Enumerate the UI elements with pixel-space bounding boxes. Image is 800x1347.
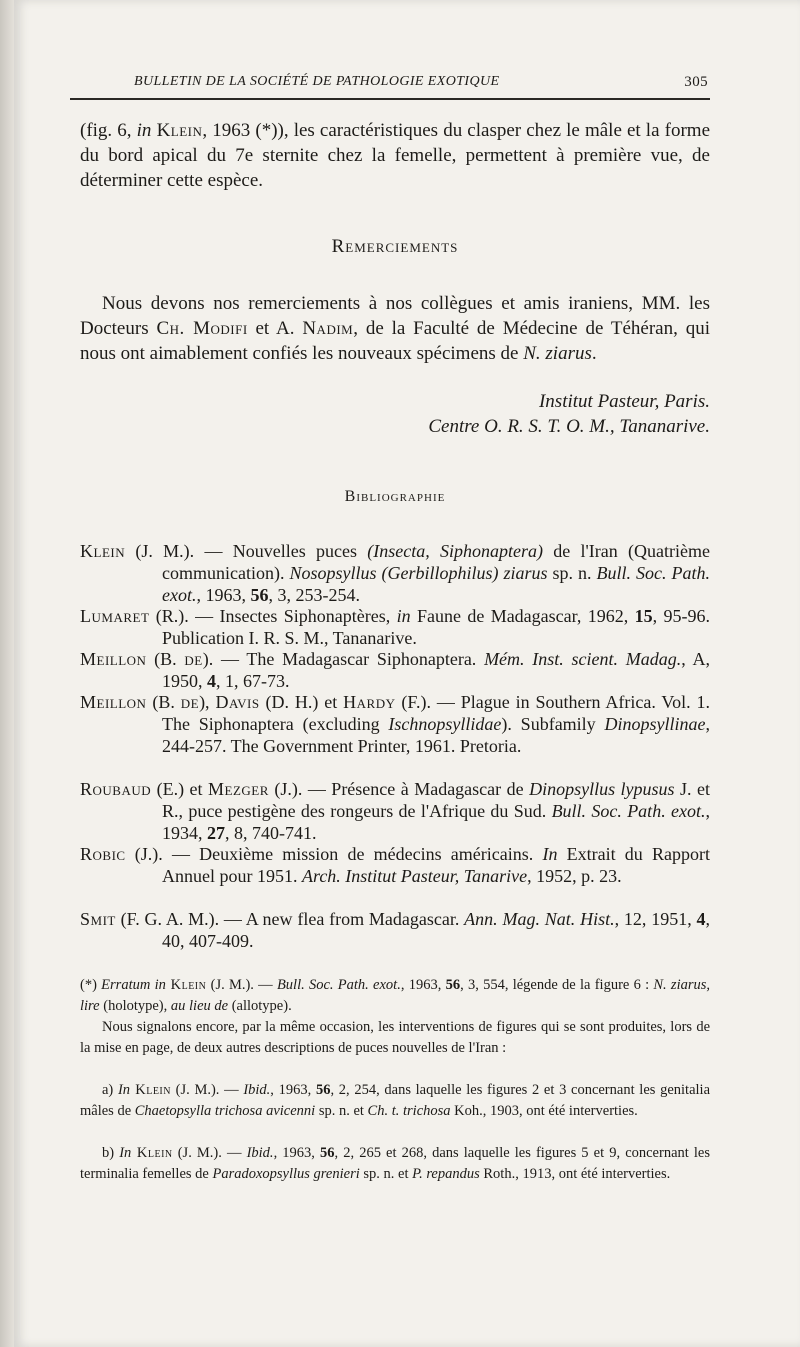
ref-author: Meillon xyxy=(80,692,147,712)
ref-text: , 95-96. Publication I. R. S. M., Tananarive. xyxy=(162,606,710,648)
affiliation-1: Institut Pasteur, Paris. xyxy=(538,391,710,412)
ref-text: , 1963, xyxy=(196,585,251,605)
ref-text: , 1934, xyxy=(162,801,710,843)
ref-text: , 1952, p. 23. xyxy=(527,866,622,886)
ref-author: Roubaud xyxy=(80,779,152,799)
foot-text: , 1963, xyxy=(400,977,446,993)
ref-text: , 40, 407-409. xyxy=(162,909,711,951)
foot-text: a) xyxy=(102,1082,118,1098)
ref-italic: In xyxy=(542,844,558,864)
foot-author: Klein xyxy=(165,977,207,993)
foot-text: (J. M.). — xyxy=(170,1082,244,1098)
footnote-item-a xyxy=(80,1080,710,1122)
ref-author: Davis xyxy=(215,692,260,712)
ref-author: Lumaret xyxy=(80,606,150,626)
running-head xyxy=(134,74,708,90)
ref-text: Extrait du Rapport Annuel pour 1951. xyxy=(162,844,710,886)
foot-text: (allotype). xyxy=(228,998,292,1014)
foot-text: , 1963, xyxy=(273,1145,321,1161)
ref-particle: de xyxy=(180,692,200,712)
reference-lumaret xyxy=(80,605,710,649)
foot-text: sp. n. et xyxy=(359,1166,413,1182)
foot-journal: Bull. Soc. Path. exot. xyxy=(276,977,401,993)
intro-text: (fig. 6, xyxy=(80,120,137,141)
ref-text: (F.). — Plague in Southern Africa. Vol. 1. The Siphonaptera (excluding xyxy=(162,692,711,734)
ref-text: (E.) et xyxy=(151,779,209,799)
rem-text-1: Nous devons nos remerciements à nos collègues et amis iraniens, MM. les Docteurs xyxy=(80,293,710,339)
foot-text: , 1963, xyxy=(270,1082,316,1098)
rem-name-1: Ch. Modifi xyxy=(156,318,248,339)
foot-italic: Erratum in xyxy=(101,977,166,993)
ref-text: , 1, 67-73. xyxy=(216,671,290,691)
ref-text: , 244-257. The Government Printer, 1961. Pretoria. xyxy=(162,714,710,756)
ref-text: (J.). — Deuxième mission de médecins américains. xyxy=(125,844,543,864)
ref-italic: in xyxy=(396,606,411,626)
rem-text-2: et A. xyxy=(247,318,303,339)
header-rule xyxy=(70,98,710,100)
ref-text: , 12, 1951, xyxy=(614,909,697,929)
ref-volume: 27 xyxy=(207,823,225,843)
ref-text: , A, 1950, xyxy=(162,649,710,691)
ref-volume: 4 xyxy=(207,671,216,691)
ref-volume: 56 xyxy=(250,585,269,605)
foot-volume: 56 xyxy=(320,1145,335,1161)
ref-author: Meillon xyxy=(80,649,147,669)
ref-particle: de xyxy=(184,649,203,669)
ref-text: (D. H.) et xyxy=(259,692,344,712)
ref-italic: (Insecta, Siphonaptera) xyxy=(367,541,543,561)
ref-text: (B. xyxy=(146,649,185,669)
foot-italic: N. ziarus, lire xyxy=(80,977,711,1014)
ref-text: (J. M.). — Nouvelles puces xyxy=(125,541,368,561)
foot-text: sp. n. et xyxy=(315,1103,368,1119)
foot-text: (holotype), xyxy=(99,998,171,1014)
ref-author: Smit xyxy=(80,909,116,929)
ref-italic: Dinopsyllinae xyxy=(604,714,706,734)
foot-author: Klein xyxy=(130,1082,171,1098)
ref-text: ). — The Madagascar Siphonaptera. xyxy=(202,649,485,669)
ref-author: Klein xyxy=(80,541,126,561)
foot-italic: Chaetopsylla trichosa avicenni xyxy=(134,1103,316,1119)
remerciements-heading: Remerciements xyxy=(331,236,459,257)
ref-journal: Ann. Mag. Nat. Hist. xyxy=(464,909,615,929)
footnote-signal: Nous signalons encore, par la même occasion, les interventions de figures qui se sont produites, lors de la mise en page, de deux autres descriptions de puces nouvelles de l'Iran : xyxy=(80,1019,710,1056)
affiliation-2: Centre O. R. S. T. O. M., Tananarive. xyxy=(428,416,710,437)
reference-meillon-2 xyxy=(80,691,710,757)
foot-italic: Paradoxopsyllus grenieri xyxy=(212,1166,360,1182)
foot-volume: 56 xyxy=(315,1082,331,1098)
foot-text: (*) xyxy=(80,977,102,993)
ref-text: sp. n. xyxy=(547,563,597,583)
ref-journal: Mém. Inst. scient. Madag. xyxy=(484,649,682,669)
remerciements-paragraph xyxy=(80,291,710,366)
ref-italic: Dinopsyllus lypusus xyxy=(529,779,675,799)
intro-paragraph xyxy=(80,118,710,193)
foot-volume: 56 xyxy=(445,977,461,993)
ref-author: Hardy xyxy=(343,692,396,712)
foot-text: Roth., 1913, ont été interverties. xyxy=(479,1166,671,1182)
ref-italic: Nosopsyllus (Gerbillophilus) ziarus xyxy=(289,563,548,583)
foot-italic: Ch. t. trichosa xyxy=(367,1103,451,1119)
foot-italic: Ibid. xyxy=(243,1082,271,1098)
ref-text: (B. xyxy=(146,692,181,712)
ref-text: , 8, 740-741. xyxy=(225,823,317,843)
ref-journal: Arch. Institut Pasteur, Tanarive xyxy=(301,866,528,886)
ref-author: Robic xyxy=(80,844,126,864)
ref-text: J. et R., puce pestigène des rongeurs de l'Afrique du Sud. xyxy=(162,779,710,821)
rem-text-4: . xyxy=(591,343,597,364)
binding-shadow xyxy=(0,0,14,1347)
foot-italic: au lieu de xyxy=(170,998,229,1014)
ref-text: ), xyxy=(199,692,216,712)
reference-meillon-1 xyxy=(80,648,710,692)
foot-text: , 3, 554, légende de la figure 6 : xyxy=(460,977,654,993)
rem-text-3: , de la Faculté de Médecine de Téhéran, qui nous ont aimablement confiés les nouveaux spécimens de xyxy=(80,318,710,364)
intro-in: in xyxy=(136,120,152,141)
ref-italic: Ischnopsyllidae xyxy=(388,714,502,734)
journal-title: BULLETIN DE LA SOCIÉTÉ DE PATHOLOGIE EXOTIQUE xyxy=(134,74,500,89)
foot-text: (J. M.). — xyxy=(172,1145,247,1161)
foot-text: , 2, 254, dans laquelle les figures 2 et 3 concernant les genitalia mâles de xyxy=(80,1082,711,1119)
rem-name-2: Nadim xyxy=(302,318,354,339)
foot-italic: In xyxy=(119,1145,132,1161)
ref-text: Faune de Madagascar, 1962, xyxy=(410,606,635,626)
reference-smit xyxy=(80,908,710,952)
rem-species: N. ziarus xyxy=(523,343,592,364)
ref-volume: 4 xyxy=(696,909,706,929)
foot-text: Koh., 1903, ont été interverties. xyxy=(450,1103,638,1119)
intro-author: Klein xyxy=(156,120,203,141)
foot-text: , 2, 265 et 268, dans laquelle les figures 5 et 9, concernant les terminalia femelles de xyxy=(80,1145,710,1182)
foot-italic: P. repandus xyxy=(412,1166,480,1182)
ref-text: de l'Iran (Quatrième communication). xyxy=(162,541,711,583)
footnote-erratum xyxy=(80,975,710,1017)
foot-text: b) xyxy=(102,1145,120,1161)
page-number: 305 xyxy=(684,74,708,90)
ref-volume: 15 xyxy=(634,606,653,626)
foot-author: Klein xyxy=(131,1145,173,1161)
reference-robic xyxy=(80,843,710,887)
reference-klein xyxy=(80,540,710,606)
ref-author: Mezger xyxy=(208,779,269,799)
ref-text: ). Subfamily xyxy=(501,714,605,734)
foot-italic: Ibid. xyxy=(246,1145,274,1161)
ref-text: , 3, 253-254. xyxy=(268,585,360,605)
ref-text: (R.). — Insectes Siphonaptères, xyxy=(149,606,397,626)
ref-journal: Bull. Soc. Path. exot. xyxy=(551,801,706,821)
foot-italic: In xyxy=(117,1082,131,1098)
footnote-item-b xyxy=(80,1143,710,1185)
ref-text: (F. G. A. M.). — A new flea from Madagascar. xyxy=(115,909,465,929)
bibliographie-heading: Bibliographie xyxy=(344,488,446,505)
intro-rest: , 1963 (*)), les caractéristiques du clasper chez le mâle et la forme du bord apical du 7e sternite chez la femelle, permettent à première vue, de déterminer cette espèce. xyxy=(80,120,710,191)
ref-journal: Bull. Soc. Path. exot. xyxy=(162,563,710,605)
ref-text: (J.). — Présence à Madagascar de xyxy=(268,779,530,799)
reference-roubaud xyxy=(80,778,710,844)
foot-text: (J. M.). — xyxy=(206,977,277,993)
